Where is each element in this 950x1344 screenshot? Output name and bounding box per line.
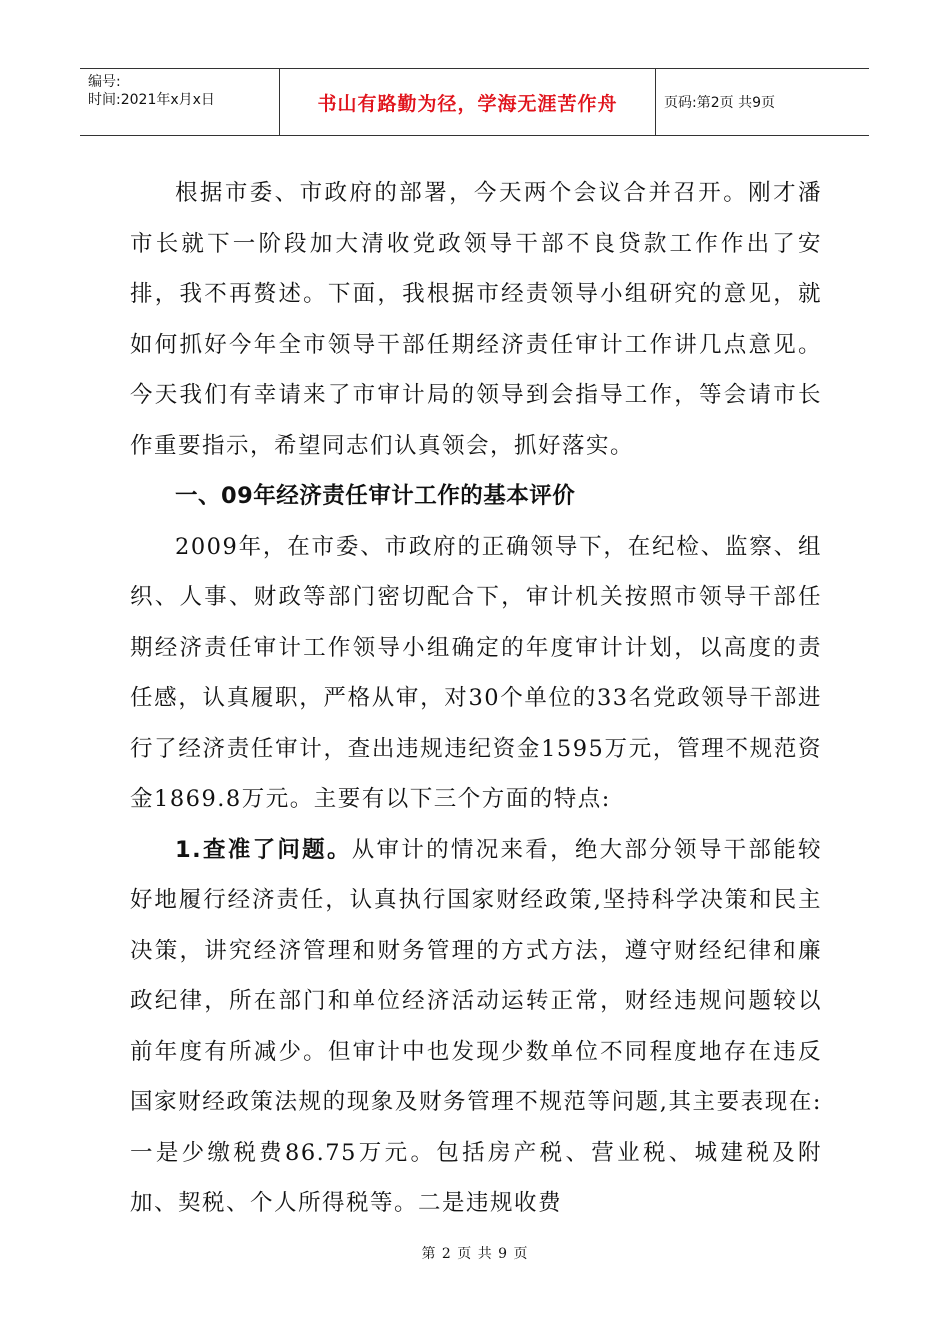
page-header bbox=[80, 68, 869, 136]
paragraph-point-one bbox=[130, 825, 822, 1229]
header-meta-cell bbox=[80, 69, 280, 135]
page-footer: 第 2 页 共 9 页 bbox=[421, 1246, 529, 1262]
paragraph-intro: 根据市委、市政府的部署，今天两个会议合并召开。刚才潘市长就下一阶段加大清收党政领导干部不良贷款工作作出了安排，我不再赘述。下面，我根据市经责领导小组研究的意见，就如何抓好今年全市领导干部任期经济责任审计工作讲几点意见。今天我们有幸请来了市审计局的领导到会指导工作，等会请市长作重要指示，希望同志们认真领会，抓好落实。 bbox=[130, 180, 822, 459]
point-one-lead: 1.查准了问题。 bbox=[175, 836, 352, 863]
header-page-number: 页码:第2页 共9页 bbox=[664, 95, 775, 111]
header-motto: 书山有路勤为径，学海无涯苦作舟 bbox=[317, 92, 618, 115]
section-heading: 一、09年经济责任审计工作的基本评价 bbox=[175, 483, 576, 509]
point-one-text: 从审计的情况来看，绝大部分领导干部能较好地履行经济责任，认真执行国家财经政策,坚持科学决策和民主决策，讲究经济管理和财务管理的方式方法，遵守财经纪律和廉政纪律，所在部门和单位经济活动运转正常，财经违规问题较以前年度有所减少。但审计中也发现少数单位不同程度地存在违反国家财经政策法规的现象及财务管理不规范等问题,其主要表现在:一是少缴税费86.75万元。包括房产税、营业税、城建税及附加、契税、个人所得税等。二是违规收费 bbox=[130, 836, 822, 1216]
document-number-label: 编号: bbox=[88, 74, 121, 90]
document-body bbox=[130, 168, 822, 1229]
document-time-label: 时间:2021年x月x日 bbox=[88, 92, 215, 108]
paragraph-evaluation: 2009年，在市委、市政府的正确领导下，在纪检、监察、组织、人事、财政等部门密切配合下，审计机关按照市领导干部任期经济责任审计工作领导小组确定的年度审计计划，以高度的责任感，认真履职，严格从审，对30个单位的33名党政领导干部进行了经济责任审计，查出违规违纪资金1595万元，管理不规范资金1869.8万元。主要有以下三个方面的特点: bbox=[130, 533, 822, 812]
header-page-cell bbox=[656, 69, 869, 135]
header-motto-cell bbox=[280, 69, 656, 135]
